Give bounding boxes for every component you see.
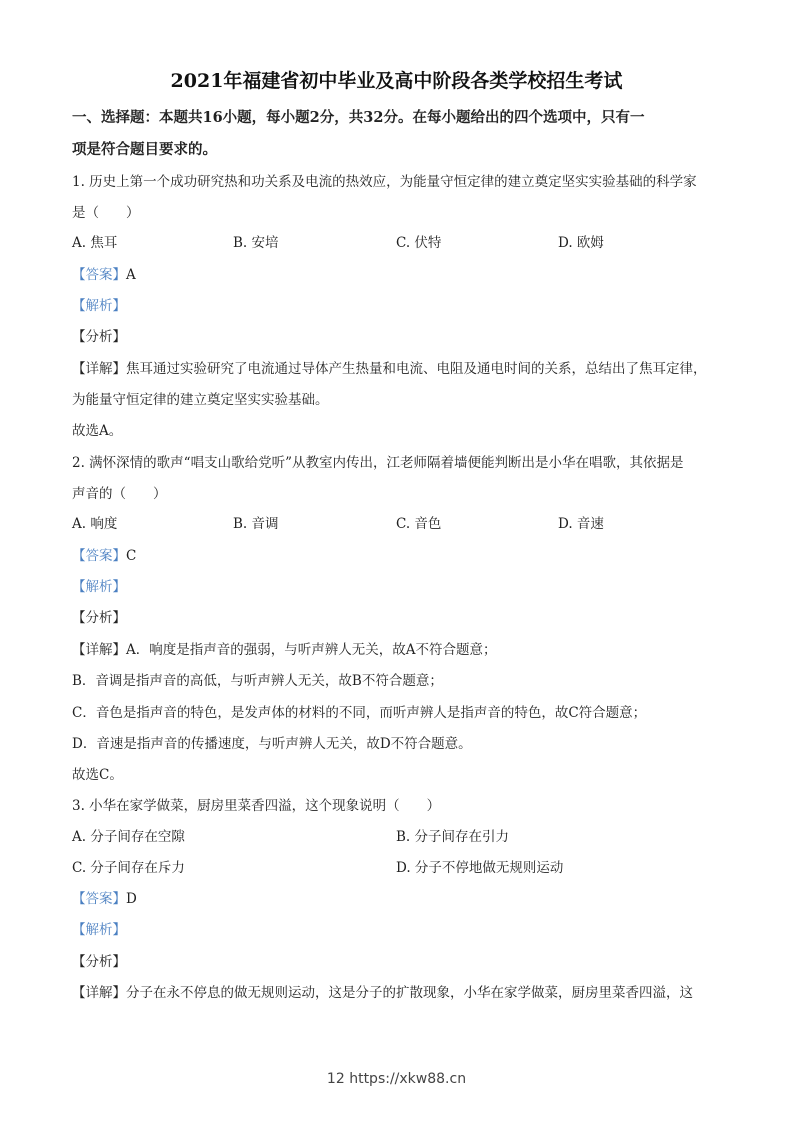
q3-option-a: A. 分子间存在空隙 xyxy=(72,829,185,845)
q1-stem-line2: 是（ ） xyxy=(72,205,140,221)
q3-stem-line1: 3. 小华在家学做菜，厨房里菜香四溢，这个现象说明（ ） xyxy=(72,798,441,814)
q2-option-d: D. 音速 xyxy=(558,516,604,532)
page-footer xyxy=(0,1071,793,1087)
q1-option-b: B. 安培 xyxy=(233,235,279,251)
q1-option-d: D. 欧姆 xyxy=(558,235,604,251)
footer-url[interactable]: https://xkw88.cn xyxy=(349,1071,467,1087)
q3-option-b: B. 分子间存在引力 xyxy=(396,829,510,845)
q2-detail-line1: 【详解】A．响度是指声音的强弱，与听声辨人无关，故A不符合题意； xyxy=(72,642,497,658)
q2-option-a: A. 响度 xyxy=(72,516,118,532)
q1-answer xyxy=(72,265,136,285)
q2-detail-line4: D．音速是指声音的传播速度，与听声辨人无关，故D不符合题意。 xyxy=(72,736,472,752)
q3-option-c: C. 分子间存在斥力 xyxy=(72,860,185,876)
q2-fenxi-tag: 【分析】 xyxy=(72,610,126,626)
q2-jiexi-tag: 【解析】 xyxy=(72,579,126,595)
q3-jiexi-tag: 【解析】 xyxy=(72,922,126,938)
q1-detail-line2: 为能量守恒定律的建立奠定坚实实验基础。 xyxy=(72,392,329,408)
section-heading-line1: 一、选择题：本题共16小题，每小题2分，共32分。在每小题给出的四个选项中，只有一 xyxy=(72,109,645,126)
answer-value: A xyxy=(126,267,136,283)
q2-conclusion: 故选C。 xyxy=(72,767,123,783)
answer-tag: 【答案】 xyxy=(72,891,126,907)
answer-tag: 【答案】 xyxy=(72,548,126,564)
q3-fenxi-tag: 【分析】 xyxy=(72,954,126,970)
q2-detail-line2: B．音调是指声音的高低，与听声辨人无关，故B不符合题意； xyxy=(72,673,443,689)
q3-answer xyxy=(72,889,137,909)
q1-detail-line1: 【详解】焦耳通过实验研究了电流通过导体产生热量和电流、电阻及通电时间的关系，总结出了焦耳定律， xyxy=(72,361,707,377)
q2-option-b: B. 音调 xyxy=(233,516,279,532)
section-heading-line2: 项是符合题目要求的。 xyxy=(72,141,217,158)
q2-detail-line3: C．音色是指声音的特色，是发声体的材料的不同，而听声辨人是指声音的特色，故C符合题意； xyxy=(72,705,647,721)
document-title: 2021年福建省初中毕业及高中阶段各类学校招生考试 xyxy=(170,70,623,92)
q1-jiexi-tag: 【解析】 xyxy=(72,298,126,314)
q2-stem-line1: 2. 满怀深情的歌声“唱支山歌给党听”从教室内传出，江老师隔着墙便能判断出是小华在唱歌，其依据是 xyxy=(72,455,684,471)
q3-detail-line1: 【详解】分子在永不停息的做无规则运动，这是分子的扩散现象，小华在家学做菜，厨房里菜香四溢，这 xyxy=(72,985,693,1001)
q1-option-a: A. 焦耳 xyxy=(72,235,118,251)
q1-stem-line1: 1. 历史上第一个成功研究热和功关系及电流的热效应，为能量守恒定律的建立奠定坚实实验基础的科学家 xyxy=(72,174,697,190)
page-number: 12 xyxy=(326,1071,345,1087)
answer-value: C xyxy=(126,548,137,564)
answer-value: D xyxy=(126,891,137,907)
q2-stem-line2: 声音的（ ） xyxy=(72,486,167,502)
q2-option-c: C. 音色 xyxy=(396,516,442,532)
q2-answer xyxy=(72,546,136,566)
q1-conclusion: 故选A。 xyxy=(72,423,123,439)
q3-option-d: D. 分子不停地做无规则运动 xyxy=(396,860,564,876)
q1-fenxi-tag: 【分析】 xyxy=(72,329,126,345)
q1-option-c: C. 伏特 xyxy=(396,235,442,251)
answer-tag: 【答案】 xyxy=(72,267,126,283)
